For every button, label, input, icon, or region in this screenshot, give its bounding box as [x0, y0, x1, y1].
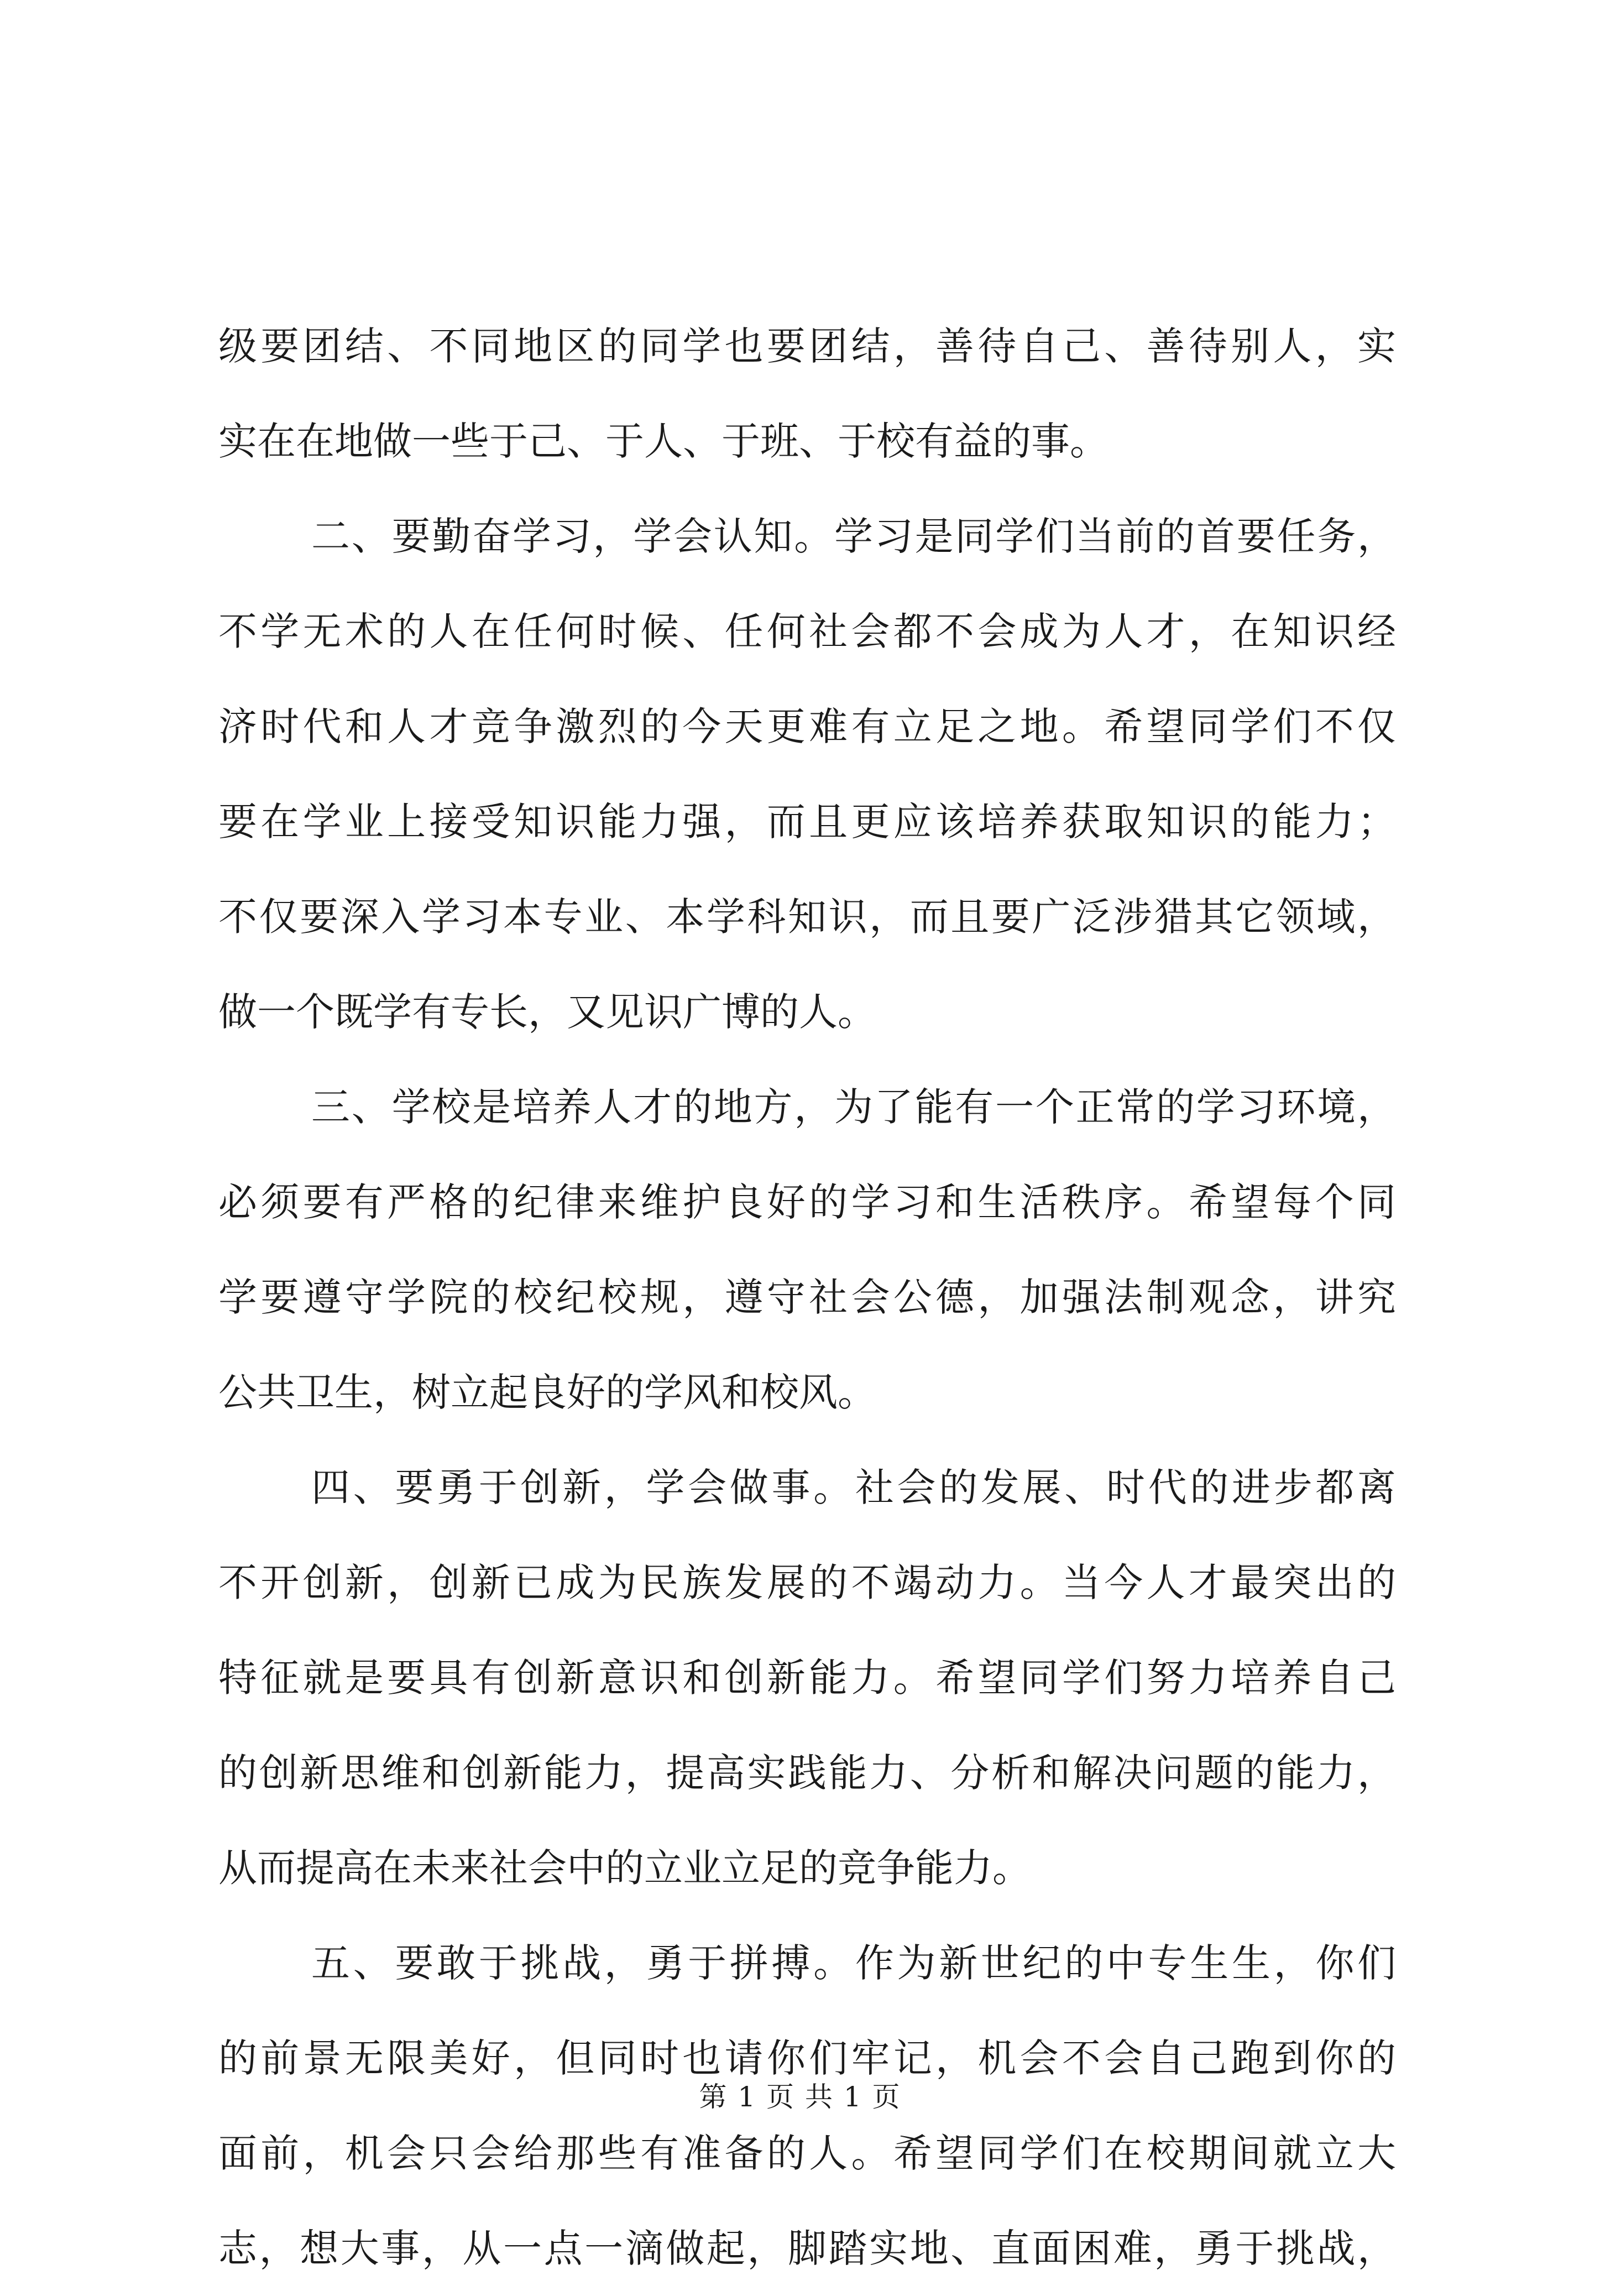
text-line: 做一个既学有专长，又见识广博的人。 [218, 989, 876, 1035]
text-line: 从而提高在未来社会中的立业立足的竞争能力。 [218, 1845, 1031, 1891]
text-line: 必须要有严格的纪律来维护良好的学习和生活秩序。希望每个同 [218, 1180, 1396, 1225]
text-line: 公共卫生，树立起良好的学风和校风。 [218, 1370, 876, 1415]
text-line: 特征就是要具有创新意识和创新能力。希望同学们努力培养自己 [218, 1655, 1396, 1700]
text-line: 济时代和人才竞争激烈的今天更难有立足之地。希望同学们不仅 [218, 704, 1396, 749]
text-line: 志，想大事，从一点一滴做起，脚踏实地、直面困难，勇于挑战， [218, 2226, 1396, 2271]
text-line: 面前，机会只会给那些有准备的人。希望同学们在校期间就立大 [218, 2131, 1396, 2176]
text-line: 要在学业上接受知识能力强，而且更应该培养获取知识的能力； [218, 799, 1396, 844]
page-footer: 第 1 页 共 1 页 [699, 2081, 901, 2113]
paragraph [218, 1440, 1396, 1916]
document-body [218, 299, 1396, 2296]
paragraph [218, 299, 1396, 489]
text-line: 级要团结、不同地区的同学也要团结，善待自己、善待别人，实 [218, 323, 1396, 369]
text-line: 实在在地做一些于己、于人、于班、于校有益的事。 [218, 419, 1109, 464]
paragraph [218, 1060, 1396, 1440]
text-line: 学要遵守学院的校纪校规，遵守社会公德，加强法制观念，讲究 [218, 1275, 1396, 1320]
text-line: 的前景无限美好，但同时也请你们牢记，机会不会自己跑到你的 [218, 2036, 1396, 2081]
text-line: 五、要敢于挑战，勇于拼搏。作为新世纪的中专生生，你们 [311, 1940, 1396, 1986]
text-line: 二、要勤奋学习，学会认知。学习是同学们当前的首要任务， [311, 514, 1396, 559]
text-line: 四、要勇于创新，学会做事。社会的发展、时代的进步都离 [311, 1465, 1396, 1510]
text-line: 不仅要深入学习本专业、本学科知识，而且要广泛涉猎其它领域， [218, 894, 1396, 940]
text-line: 三、学校是培养人才的地方，为了能有一个正常的学习环境， [311, 1084, 1396, 1130]
text-line: 不开创新，创新已成为民族发展的不竭动力。当今人才最突出的 [218, 1560, 1396, 1605]
paragraph [218, 489, 1396, 1060]
text-line: 的创新思维和创新能力，提高实践能力、分析和解决问题的能力， [218, 1750, 1396, 1796]
text-line: 不学无术的人在任何时候、任何社会都不会成为人才，在知识经 [218, 609, 1396, 654]
